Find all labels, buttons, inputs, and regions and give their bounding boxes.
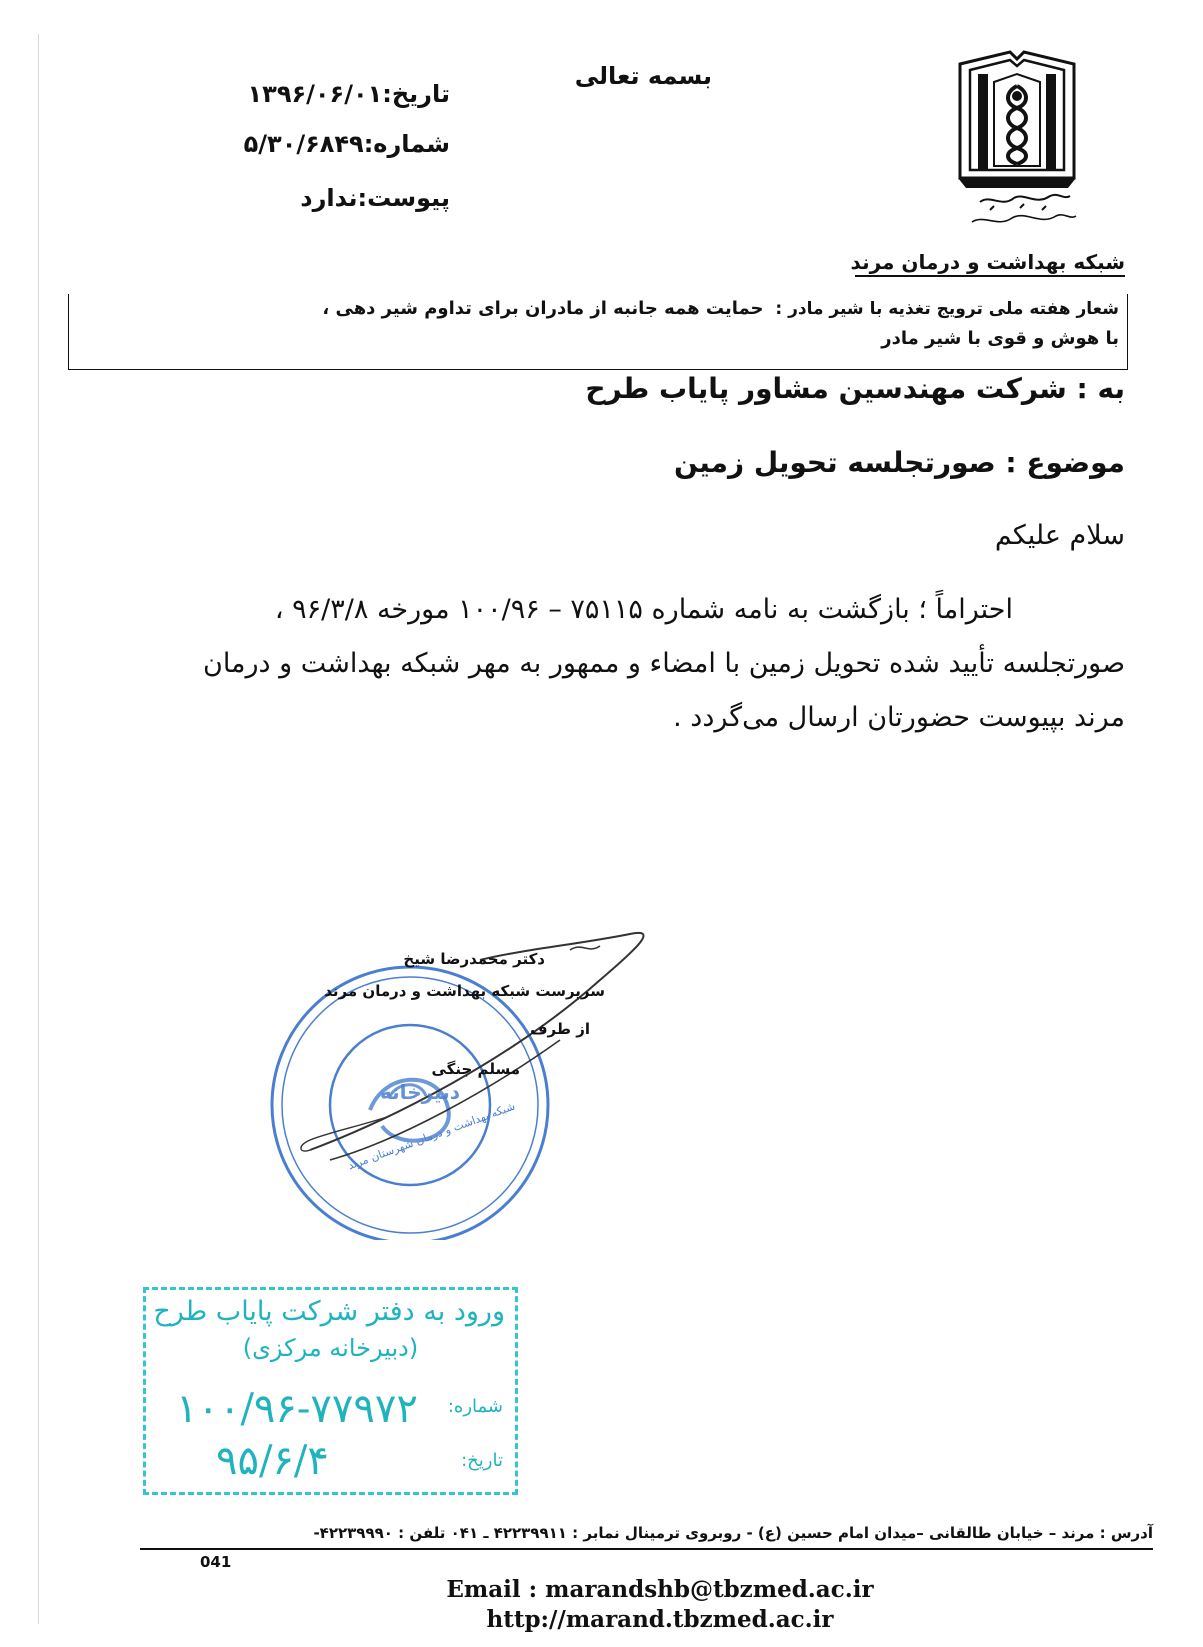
- signer-delegate: مسلم جنگی: [431, 1060, 520, 1078]
- receipt-date-value: ۹۵/۶/۴: [216, 1438, 329, 1484]
- on-behalf-label: از طرف: [530, 1020, 590, 1038]
- greeting: سلام علیکم: [994, 520, 1125, 551]
- scan-edge: [38, 34, 39, 1624]
- slogan-text-1: حمایت همه جانبه از مادران برای تداوم شیر دهی ،: [322, 298, 764, 319]
- receipt-stamp: [143, 1287, 518, 1495]
- slogan-label: شعار هفته ملی ترویج تغذیه با شیر مادر :: [775, 299, 1119, 319]
- signer-name: دکتر محمدرضا شیخ: [403, 950, 545, 968]
- footer-phone-suffix: [200, 1553, 400, 1571]
- subject-line: موضوع : صورتجلسه تحویل زمین: [674, 446, 1125, 479]
- footer-address: آدرس : مرند – خیابان طالقانی –میدان امام حسین (ع) - روبروی ترمینال نمابر : ۴۲۲۳۹۹۱۱ ـ ۰۴۱ تلفن : ۴۲۲۳۹۹۹۰-: [313, 1524, 1153, 1542]
- signer-title: سرپرست شبکه بهداشت و درمان مرند: [324, 982, 605, 1000]
- slogan-text-2: با هوش و قوی با شیر مادر: [881, 328, 1119, 349]
- seal-center-text: دبیرخانه: [380, 1080, 460, 1104]
- phone-code: 041: [200, 1553, 232, 1571]
- footer-email: Email : marandshb@tbzmed.ac.ir: [446, 1576, 874, 1603]
- signature-area: [270, 920, 690, 1240]
- slogan-line-1: [322, 298, 1119, 319]
- body-line-3: مرند بپیوست حضورتان ارسال می‌گردد .: [673, 702, 1125, 733]
- footer-website: http://marand.tbzmed.ac.ir: [486, 1606, 834, 1633]
- letter-number: شماره:۵/۳۰/۶۸۴۹: [243, 130, 450, 158]
- university-emblem-icon: [950, 50, 1085, 240]
- receipt-stamp-title: ورود به دفتر شرکت پایاب طرح: [153, 1296, 505, 1327]
- slogan-box: [68, 294, 1128, 370]
- receipt-number-label: شماره:: [447, 1396, 503, 1417]
- letter-attachment: پیوست:ندارد: [300, 184, 450, 212]
- body-line-1: احتراماً ؛ بازگشت به نامه شماره ۷۵۱۱۵ – ۱۰۰/۹۶ مورخه ۹۶/۳/۸ ،: [274, 594, 1013, 625]
- receipt-number-value: ۱۰۰/۹۶-۷۷۹۷۲: [176, 1386, 418, 1432]
- receipt-date-label: تاریخ:: [461, 1450, 503, 1471]
- organization-name: شبکه بهداشت و درمان مرند: [855, 250, 1125, 277]
- bismillah: بسمه تعالی: [574, 62, 712, 90]
- seal-text: شبکه بهداشت و درمان شهرستان مرند: [346, 1099, 517, 1173]
- round-seal-icon: [270, 920, 690, 1240]
- receipt-stamp-subtitle: (دبیرخانه مرکزی): [242, 1334, 419, 1362]
- letter-date: تاریخ:۱۳۹۶/۰۶/۰۱: [247, 80, 450, 108]
- body-line-2: صورتجلسه تأیید شده تحویل زمین با امضاء و ممهور به مهر شبکه بهداشت و درمان: [202, 648, 1125, 679]
- recipient-line: به : شرکت مهندسین مشاور پایاب طرح: [585, 372, 1125, 405]
- footer-divider: [140, 1548, 1153, 1550]
